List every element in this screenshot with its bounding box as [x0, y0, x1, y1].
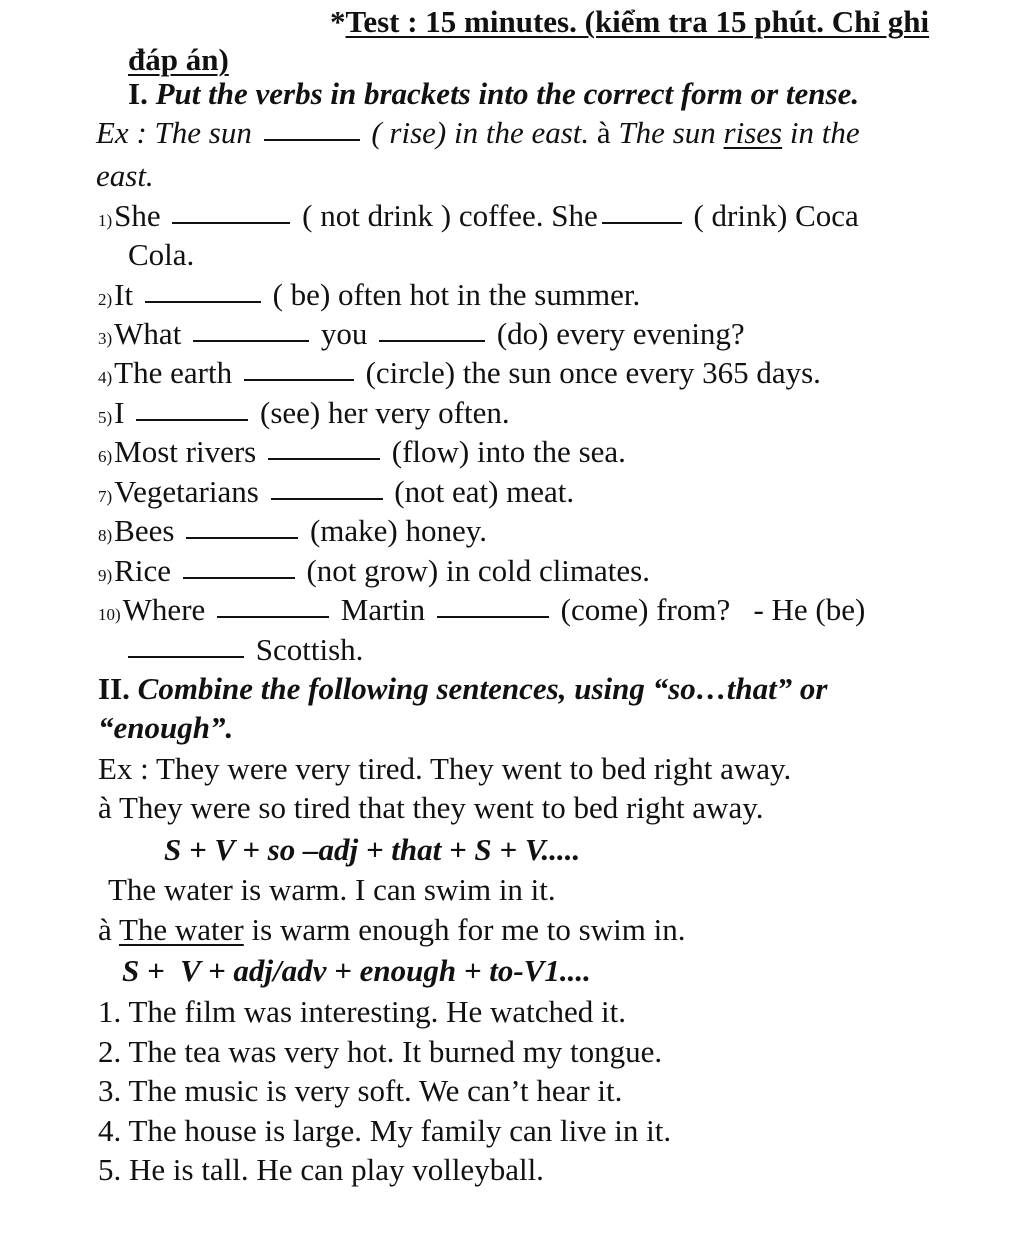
item-number: 8) — [98, 526, 113, 545]
exercise-item-4: 4. The house is large. My family can live in it. — [98, 1113, 672, 1148]
item-text: Martin — [340, 592, 426, 627]
item-text: ( not drink ) coffee. She — [302, 198, 598, 233]
exercise-item-3: 3. The music is very soft. We can’t hear it. — [98, 1073, 623, 1108]
item-text: It — [114, 277, 134, 312]
answer-blank[interactable] — [379, 339, 485, 342]
title-line-2: đáp án) — [128, 42, 229, 77]
item-text: Most rivers — [114, 434, 257, 469]
answer-blank[interactable] — [437, 615, 549, 618]
exercise-item-5: 5. He is tall. He can play volleyball. — [98, 1152, 544, 1187]
part2-example-1: Ex : They were very tired. They went to bed right away. — [98, 751, 792, 786]
part2-heading-cont: “enough”. — [98, 710, 234, 745]
answer-blank[interactable] — [172, 221, 290, 224]
item-text: What — [114, 316, 182, 351]
answer-blank[interactable] — [145, 300, 261, 303]
title-line-1: Test : 15 minutes. (kiểm tra 15 phút. Chỉ ghi — [345, 4, 930, 39]
item-1 — [98, 200, 859, 231]
item-text: Scottish. — [255, 632, 364, 667]
answer-blank[interactable] — [217, 615, 329, 618]
answer-blank[interactable] — [136, 418, 248, 421]
formula-so-that: S + V + so –adj + that + S + V..... — [164, 832, 581, 867]
item-number: 3) — [98, 329, 113, 348]
item-4 — [98, 357, 821, 388]
part2-heading — [98, 673, 828, 704]
item-text: ( be) often hot in the summer. — [272, 277, 641, 312]
item-1-cont: Cola. — [128, 237, 195, 272]
test-title — [330, 6, 929, 37]
example-answer-post: in the — [789, 115, 860, 150]
part2-heading-num: II. — [98, 671, 130, 706]
example-hint: ( rise) in the east. — [371, 115, 590, 150]
formula-enough: S + V + adj/adv + enough + to-V1.... — [122, 953, 591, 988]
part1-heading-text: Put the verbs in brackets into the correct form or tense. — [155, 76, 860, 111]
item-text: (not eat) meat. — [394, 474, 575, 509]
answer-blank[interactable] — [602, 221, 682, 224]
answer-blank[interactable] — [186, 536, 298, 539]
exercise-item-2: 2. The tea was very hot. It burned my tongue. — [98, 1034, 663, 1069]
item-number: 10) — [98, 605, 121, 624]
part2-example-2-answer — [98, 914, 685, 945]
item-text: (flow) into the sea. — [391, 434, 626, 469]
item-text: Where — [122, 592, 206, 627]
item-number: 7) — [98, 487, 113, 506]
item-text: (come) from? - He (be) — [560, 592, 866, 627]
item-text: (circle) the sun once every 365 days. — [365, 355, 821, 390]
item-number: 6) — [98, 447, 113, 466]
title-star: * — [330, 4, 346, 39]
exercise-item-1: 1. The film was interesting. He watched it. — [98, 994, 627, 1029]
part2-heading-text: Combine the following sentences, using “so…that” or — [137, 671, 828, 706]
part2-example-1-answer — [98, 792, 763, 823]
example-blank — [264, 138, 360, 141]
item-text: (make) honey. — [309, 513, 487, 548]
answer-blank[interactable] — [128, 655, 244, 658]
example-arrow: à — [98, 912, 112, 947]
item-text: Rice — [114, 553, 171, 588]
item-text: (see) her very often. — [260, 395, 510, 430]
example-answer-pre: The sun — [618, 115, 716, 150]
item-text: Vegetarians — [114, 474, 259, 509]
example-answer-end: east. — [96, 158, 154, 193]
answer-blank[interactable] — [244, 378, 354, 381]
example-answer: They were so tired that they went to bed right away. — [118, 790, 764, 825]
item-5 — [98, 397, 510, 428]
part2-example-2: The water is warm. I can swim in it. — [108, 872, 556, 907]
part1-heading — [128, 78, 859, 109]
item-10-cont — [128, 634, 363, 665]
part1-example — [96, 117, 860, 148]
item-text: (not grow) in cold climates. — [306, 553, 650, 588]
item-number: 5) — [98, 408, 113, 427]
example-arrow: à — [596, 115, 611, 150]
item-text: She — [114, 198, 161, 233]
item-8 — [98, 515, 487, 546]
item-3 — [98, 318, 745, 349]
item-number: 9) — [98, 566, 113, 585]
answer-blank[interactable] — [271, 497, 383, 500]
answer-blank[interactable] — [183, 576, 295, 579]
item-text: you — [320, 316, 368, 351]
part1-heading-num: I. — [128, 76, 148, 111]
item-2 — [98, 279, 640, 310]
item-number: 1) — [98, 211, 113, 230]
item-text: (do) every evening? — [496, 316, 745, 351]
item-number: 4) — [98, 368, 113, 387]
item-text: ( drink) Coca — [693, 198, 859, 233]
item-text: The earth — [114, 355, 233, 390]
example-arrow: à — [98, 790, 112, 825]
answer-blank[interactable] — [268, 457, 380, 460]
item-number: 2) — [98, 290, 113, 309]
item-9 — [98, 555, 650, 586]
item-text: Bees — [114, 513, 175, 548]
example-prefix: Ex : The sun — [96, 115, 252, 150]
example-answer-rest: is warm enough for me to swim in. — [251, 912, 686, 947]
example-answer-verb: rises — [723, 115, 783, 150]
item-10 — [98, 594, 865, 625]
item-text: I — [114, 395, 125, 430]
item-7 — [98, 476, 574, 507]
example-answer-subject: The water — [118, 912, 244, 947]
item-6 — [98, 436, 626, 467]
answer-blank[interactable] — [193, 339, 309, 342]
